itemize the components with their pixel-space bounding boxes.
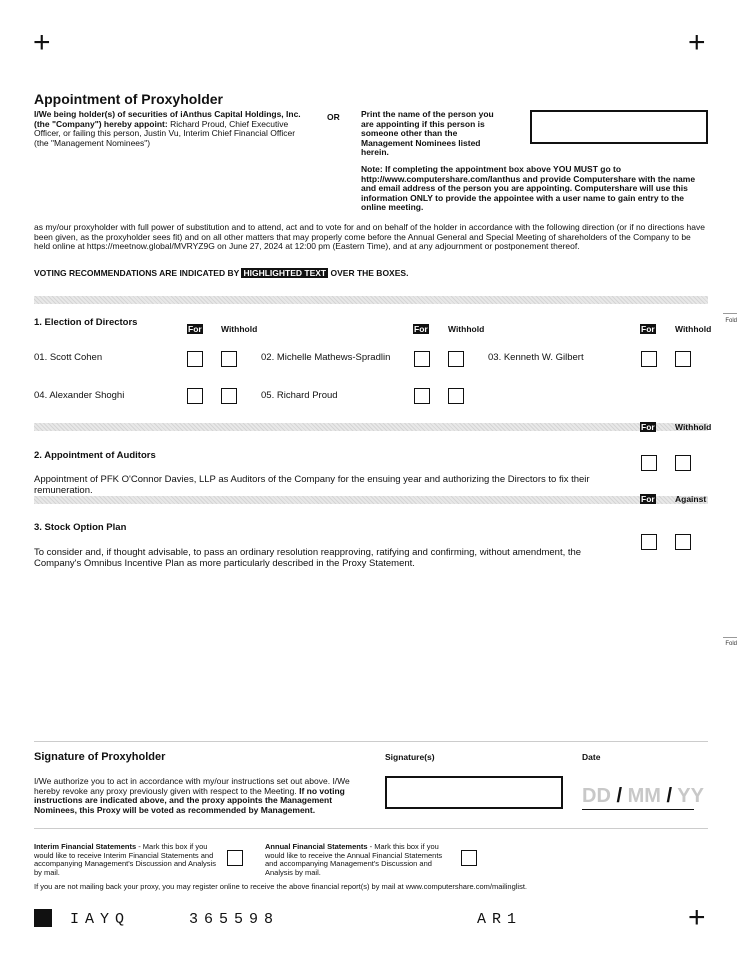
for-header: For xyxy=(188,324,202,334)
nominee-label: 02. Michelle Mathews-Spradlin xyxy=(261,352,391,363)
interim-statements-checkbox[interactable] xyxy=(227,850,243,866)
withhold-checkbox[interactable] xyxy=(675,351,691,367)
signature-authorization xyxy=(34,777,369,815)
print-name-instructions: Print the name of the person you are appointing if this person is someone other than the Management Nominees listed herein. xyxy=(361,109,494,157)
auditors-title: 2. Appointment of Auditors xyxy=(34,450,156,461)
footer-code-2: 365598 xyxy=(189,911,280,928)
stock-text: To consider and, if thought advisable, to pass an ordinary resolution reapproving, ratifying and confirming, without amendment, the Company's Omnibus Incentive Plan as more particularly described in the Proxy Statement. xyxy=(34,547,582,569)
signature-text-plain: I/We authorize you to act in accordance with my/our instructions set out above. I/We hereby revoke any proxy previously given with respect to the Meeting. xyxy=(34,776,350,796)
date-year: YY xyxy=(677,785,704,807)
for-checkbox[interactable] xyxy=(641,455,657,471)
appointment-note: Note: If completing the appointment box above YOU MUST go to http://www.computershare.com/Ianthus and provide Computershare with the name and email address of the person you are appointing. Computershare will use this information ONLY to provide the appointee with a user name to gain entry to the online meeting. xyxy=(361,164,696,212)
for-checkbox[interactable] xyxy=(187,388,203,404)
nominee-label: 04. Alexander Shoghi xyxy=(34,390,125,401)
for-checkbox[interactable] xyxy=(641,351,657,367)
directors-title: 1. Election of Directors xyxy=(34,317,138,328)
divider xyxy=(34,741,708,742)
for-checkbox[interactable] xyxy=(641,534,657,550)
withhold-header: Withhold xyxy=(675,422,712,432)
proxy-authority-text: as my/our proxyholder with full power of substitution and to attend, act and to vote for and on behalf of the holder in accordance with the following direction (or if no directions have been given, as the proxyholder sees fit) and on all other matters that may properly come before the Annual General and Special Meeting of shareholders of the Company to be held online at https://meetnow.global/MVRYZ9G on June 27, 2024 at 12:00 pm (Eastern Time), and at any adjournment or postponement thereof. xyxy=(34,222,705,251)
date-month: MM xyxy=(627,785,661,807)
stock-title: 3. Stock Option Plan xyxy=(34,522,127,533)
annual-statements-bold: Annual Financial Statements xyxy=(265,842,368,851)
date-day: DD xyxy=(582,785,611,807)
withhold-checkbox[interactable] xyxy=(221,351,237,367)
appointment-intro-rest: Richard Proud, Chief Executive Officer, or failing this person, Justin Vu, Interim Chief Financial Officer (the "Management Nominees") xyxy=(34,118,296,148)
for-header: For xyxy=(641,494,655,504)
interim-statements-bold: Interim Financial Statements xyxy=(34,842,137,851)
voting-pre: VOTING RECOMMENDATIONS ARE INDICATED BY xyxy=(34,268,240,278)
fold-label: Fold xyxy=(725,318,737,324)
date-label: Date xyxy=(582,752,601,762)
signature-title: Signature of Proxyholder xyxy=(34,751,166,763)
fold-line xyxy=(723,637,737,638)
page-title: Appointment of Proxyholder xyxy=(34,91,223,107)
interim-statements-rest: - Mark this box if you would like to receive Interim Financial Statements and accompanying Management's Discussion and Analysis by mail. xyxy=(34,842,216,877)
auditors-text: Appointment of PFK O'Connor Davies, LLP as Auditors of the Company for the ensuing year and authorizing the Directors to fix their remuneration. xyxy=(34,474,590,496)
date-underline xyxy=(582,809,694,810)
date-separator: / xyxy=(666,785,673,807)
date-field[interactable] xyxy=(582,785,704,808)
appointee-name-field[interactable] xyxy=(530,110,708,144)
interim-statements-text xyxy=(34,843,224,877)
against-header: Against xyxy=(675,494,707,504)
divider xyxy=(34,828,708,829)
footer-code-3: AR1 xyxy=(477,911,523,928)
withhold-header: Withhold xyxy=(448,324,485,334)
annual-statements-checkbox[interactable] xyxy=(461,850,477,866)
registration-mark-icon: + xyxy=(688,26,706,59)
appointment-intro-bold: I/We being holder(s) of securities of iAnthus Capital Holdings, Inc. (the "Company") hereby appoint: xyxy=(34,109,301,129)
withhold-header: Withhold xyxy=(675,324,712,334)
appointment-intro xyxy=(34,110,306,148)
withhold-checkbox[interactable] xyxy=(221,388,237,404)
annual-statements-text xyxy=(265,843,455,877)
for-checkbox[interactable] xyxy=(187,351,203,367)
for-checkbox[interactable] xyxy=(414,351,430,367)
nominee-label: 01. Scott Cohen xyxy=(34,352,103,363)
withhold-checkbox[interactable] xyxy=(448,351,464,367)
registration-mark-icon: + xyxy=(688,901,706,934)
section-divider xyxy=(34,423,708,431)
nominee-label: 05. Richard Proud xyxy=(261,390,338,401)
section-divider xyxy=(34,296,708,304)
voting-post: OVER THE BOXES. xyxy=(330,268,409,278)
withhold-checkbox[interactable] xyxy=(675,455,691,471)
voting-highlight: HIGHLIGHTED TEXT xyxy=(243,268,327,278)
registration-mark-icon: + xyxy=(33,26,51,59)
signatures-label: Signature(s) xyxy=(385,752,435,762)
for-checkbox[interactable] xyxy=(414,388,430,404)
footer-code-1: IAYQ xyxy=(70,911,131,928)
mailing-list-note: If you are not mailing back your proxy, you may register online to receive the above financial report(s) by mail at www.computershare.com/mailinglist. xyxy=(34,882,527,891)
withhold-header: Withhold xyxy=(221,324,258,334)
fold-label: Fold xyxy=(725,641,737,647)
for-header: For xyxy=(641,422,655,432)
fold-line xyxy=(723,313,737,314)
signature-field[interactable] xyxy=(385,776,563,809)
scan-marker xyxy=(34,909,52,927)
voting-recommendation-note xyxy=(34,269,408,279)
withhold-checkbox[interactable] xyxy=(448,388,464,404)
or-label: OR xyxy=(327,112,340,122)
section-divider xyxy=(34,496,708,504)
for-header: For xyxy=(414,324,428,334)
for-header: For xyxy=(641,324,655,334)
date-separator: / xyxy=(616,785,623,807)
against-checkbox[interactable] xyxy=(675,534,691,550)
signature-text-bold: If no voting instructions are indicated above, and the proxy appoints the Management Nominees, this Proxy will be voted as recommended by Management. xyxy=(34,785,345,815)
annual-statements-rest: - Mark this box if you would like to receive the Annual Financial Statements and accompanying Management's Discussion and Analysis by mail. xyxy=(265,842,443,877)
nominee-label: 03. Kenneth W. Gilbert xyxy=(488,352,584,363)
